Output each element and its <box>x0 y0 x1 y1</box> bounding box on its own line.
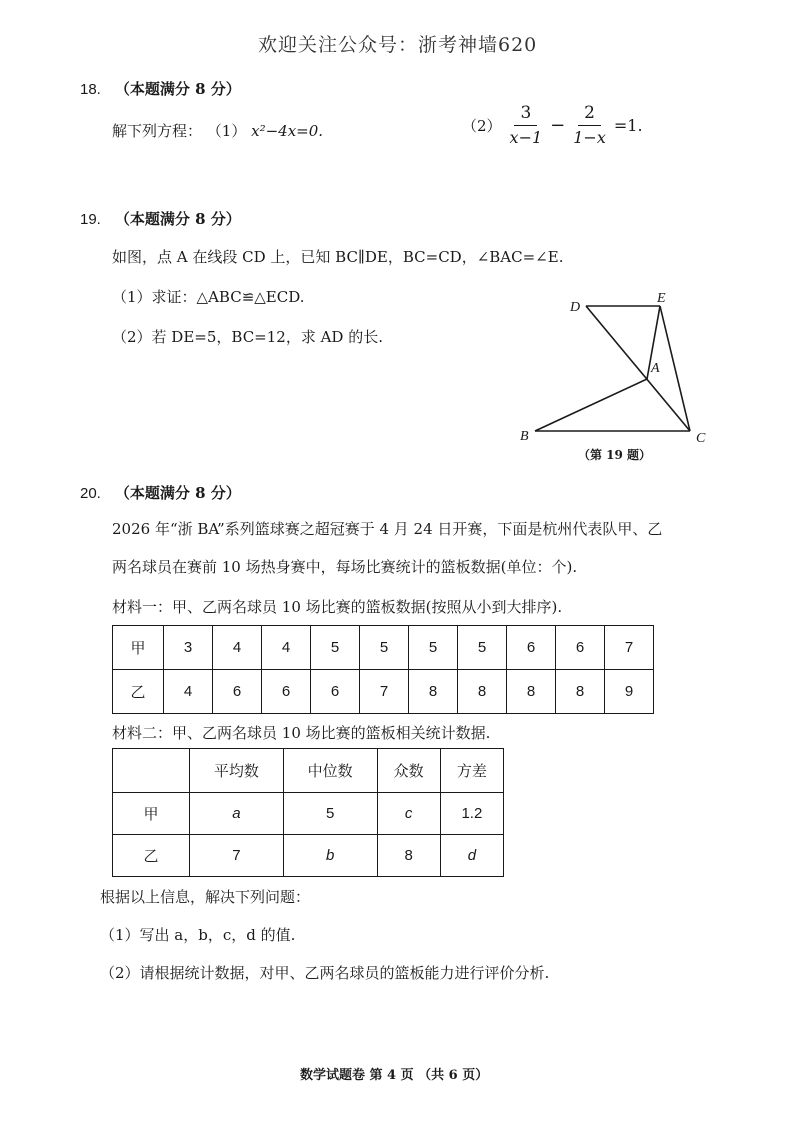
segment-ba <box>535 379 647 431</box>
table-header-corner <box>113 749 190 793</box>
table-cell: a <box>190 793 284 835</box>
q20-points: （本题满分 8 分） <box>114 484 241 502</box>
table-cell: 5 <box>311 626 360 670</box>
table-row <box>113 835 504 877</box>
table-cell: c <box>377 793 440 835</box>
row-label-yi: 乙 <box>113 670 164 714</box>
q19-figure-caption: （第 19 题） <box>578 448 652 462</box>
table-cell: 1.2 <box>440 793 503 835</box>
table-row <box>113 626 654 670</box>
table-cell: 8 <box>507 670 556 714</box>
point-label-e: E <box>657 291 666 306</box>
table-row <box>113 793 504 835</box>
table-cell: 4 <box>213 626 262 670</box>
q19-stem: 如图，点 A 在线段 CD 上，已知 BC∥DE，BC=CD，∠BAC=∠E. <box>112 248 564 266</box>
table-cell: 4 <box>164 670 213 714</box>
point-label-a: A <box>651 361 660 376</box>
table-cell: 6 <box>262 670 311 714</box>
table-cell: 3 <box>164 626 213 670</box>
q18-part2-label: （2） <box>462 117 502 135</box>
q18-number: 18. <box>80 81 101 98</box>
table-header-mean: 平均数 <box>190 749 284 793</box>
point-label-b: B <box>520 429 529 444</box>
table-header-variance: 方差 <box>440 749 503 793</box>
q19-number: 19. <box>80 211 101 228</box>
table-cell: 9 <box>605 670 654 714</box>
q18-heading <box>80 78 241 99</box>
q18-part1 <box>112 120 323 141</box>
q18-intro: 解下列方程： <box>112 122 203 140</box>
table-cell: 8 <box>377 835 440 877</box>
row-label-jia: 甲 <box>113 626 164 670</box>
q18-frac1-denominator: x−1 <box>509 128 543 147</box>
q18-rhs: =1. <box>613 116 643 135</box>
q20-heading <box>80 482 241 503</box>
q20-prompt: 根据以上信息，解决下列问题： <box>100 888 311 906</box>
q20-part1: （1）写出 a，b，c，d 的值. <box>100 926 296 944</box>
table-cell: 8 <box>409 670 458 714</box>
table-cell: 8 <box>458 670 507 714</box>
page-footer: 数学试题卷 第 4 页 （共 6 页） <box>300 1068 489 1083</box>
q20-material1-title: 材料一：甲、乙两名球员 10 场比赛的篮板数据(按照从小到大排序). <box>112 598 563 616</box>
table-cell: 8 <box>556 670 605 714</box>
table-cell: 6 <box>507 626 556 670</box>
q18-part1-label: （1） <box>206 122 247 140</box>
q18-part2 <box>462 103 643 148</box>
table-cell: d <box>440 835 503 877</box>
q18-fraction-1 <box>506 103 547 148</box>
table-header-mode: 众数 <box>377 749 440 793</box>
table-cell: 6 <box>556 626 605 670</box>
q18-minus-sign: − <box>550 115 566 136</box>
q19-part1: （1）求证：△ABC≌△ECD. <box>112 288 305 306</box>
table-cell: 5 <box>458 626 507 670</box>
q20-material2-title: 材料二：甲、乙两名球员 10 场比赛的篮板相关统计数据. <box>112 724 491 742</box>
q18-part1-equation: x²−4x=0. <box>251 122 324 140</box>
q20-statistics-table <box>112 748 504 877</box>
q20-part2: （2）请根据统计数据，对甲、乙两名球员的篮板能力进行评价分析. <box>100 964 550 982</box>
watermark-header: 欢迎关注公众号：浙考神墙620 <box>258 34 538 56</box>
q19-points: （本题满分 8 分） <box>114 210 241 228</box>
point-label-c: C <box>696 431 706 446</box>
q18-points: （本题满分 8 分） <box>114 80 241 98</box>
q20-number: 20. <box>80 485 101 502</box>
q18-frac1-numerator: 3 <box>514 103 537 126</box>
table-header-median: 中位数 <box>283 749 377 793</box>
q19-heading <box>80 208 241 229</box>
q18-frac2-denominator: 1−x <box>573 128 606 147</box>
q20-stem-line1: 2026 年“浙 BA”系列篮球赛之超冠赛于 4 月 24 日开赛，下面是杭州代表队甲、乙 <box>112 520 663 538</box>
q20-data-table <box>112 625 654 714</box>
table-cell: b <box>283 835 377 877</box>
row-label-jia: 甲 <box>113 793 190 835</box>
q18-frac2-numerator: 2 <box>578 103 601 126</box>
table-cell: 5 <box>409 626 458 670</box>
table-cell: 7 <box>190 835 284 877</box>
table-row <box>113 670 654 714</box>
q19-part2: （2）若 DE=5，BC=12，求 AD 的长. <box>112 328 383 346</box>
table-cell: 6 <box>311 670 360 714</box>
table-cell: 7 <box>360 670 409 714</box>
table-cell: 6 <box>213 670 262 714</box>
q18-fraction-2 <box>569 103 610 148</box>
table-cell: 5 <box>283 793 377 835</box>
table-header-row <box>113 749 504 793</box>
table-cell: 7 <box>605 626 654 670</box>
q19-geometry-figure <box>510 290 720 465</box>
table-cell: 5 <box>360 626 409 670</box>
row-label-yi: 乙 <box>113 835 190 877</box>
q20-stem-line2: 两名球员在赛前 10 场热身赛中，每场比赛统计的篮板数据(单位：个). <box>112 558 578 576</box>
point-label-d: D <box>570 300 581 315</box>
table-cell: 4 <box>262 626 311 670</box>
